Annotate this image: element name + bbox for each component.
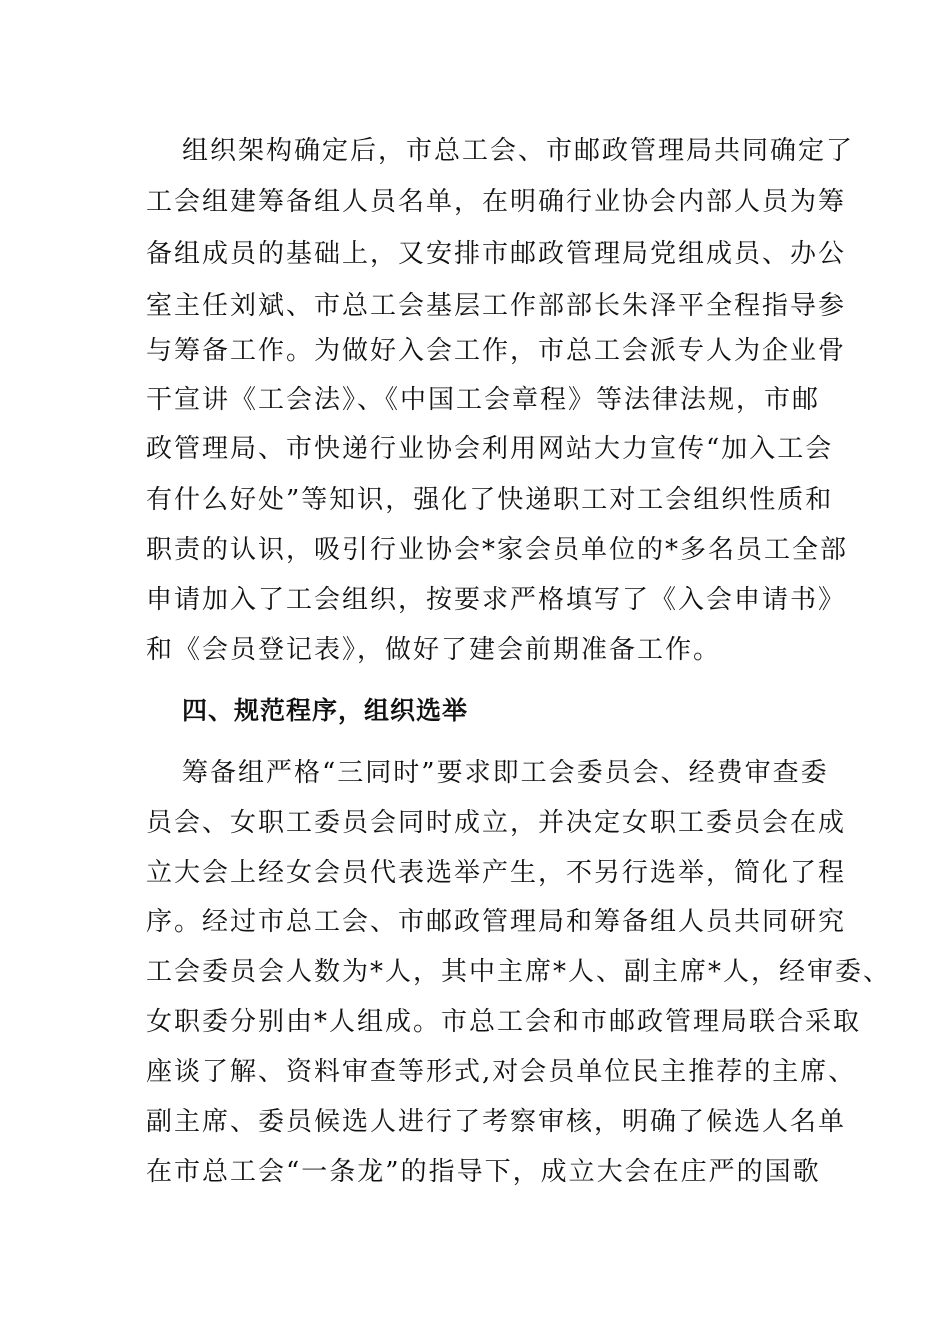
paragraph-2-line-1: 筹备组严格“三同时”要求即工会委员会、经费审查委 — [182, 758, 829, 788]
paragraph-2-line-8: 副主席、委员候选人进行了考察审核，明确了候选人名单 — [146, 1107, 847, 1137]
paragraph-1-line-5: 与筹备工作。为做好入会工作，市总工会派专人为企业骨 — [146, 336, 847, 366]
paragraph-2-line-2: 员会、女职工委员会同时成立，并决定女职工委员会在成 — [146, 808, 847, 838]
paragraph-1-line-9: 职责的认识，吸引行业协会*家会员单位的*多名员工全部 — [146, 535, 849, 565]
paragraph-2-line-3: 立大会上经女会员代表选举产生，不另行选举，简化了程 — [146, 858, 847, 888]
paragraph-1-line-11: 和《会员登记表》，做好了建会前期准备工作。 — [146, 635, 722, 665]
paragraph-1-line-4: 室主任刘斌、市总工会基层工作部部长朱泽平全程指导参 — [146, 291, 847, 321]
section-heading: 四、规范程序，组织选举 — [182, 696, 469, 725]
paragraph-2-line-5: 工会委员会人数为*人，其中主席*人、副主席*人，经审委、 — [146, 957, 892, 987]
paragraph-1-line-10: 申请加入了工会组织，按要求严格填写了《入会申请书》 — [146, 585, 847, 615]
paragraph-2-line-6: 女职委分别由*人组成。市总工会和市邮政管理局联合采取 — [146, 1007, 862, 1037]
paragraph-2-line-7: 座谈了解、资料审查等形式,对会员单位民主推荐的主席、 — [146, 1057, 857, 1087]
paragraph-1-line-3: 备组成员的基础上，又安排市邮政管理局党组成员、办公 — [146, 239, 847, 269]
paragraph-1-line-6: 干宣讲《工会法》、《中国工会章程》等法律法规，市邮 — [146, 385, 821, 415]
paragraph-1-line-8: 有什么好处”等知识，强化了快递职工对工会组织性质和 — [146, 485, 834, 515]
paragraph-1-line-2: 工会组建筹备组人员名单，在明确行业协会内部人员为筹 — [146, 187, 847, 217]
paragraph-2-line-4: 序。经过市总工会、市邮政管理局和筹备组人员共同研究 — [146, 907, 847, 937]
paragraph-1-line-1: 组织架构确定后，市总工会、市邮政管理局共同确定了 — [182, 136, 855, 166]
paragraph-1-line-7: 政管理局、市快递行业协会利用网站大力宣传“加入工会 — [146, 434, 834, 464]
paragraph-2-line-9: 在市总工会“一条龙”的指导下，成立大会在庄严的国歌 — [146, 1157, 821, 1187]
